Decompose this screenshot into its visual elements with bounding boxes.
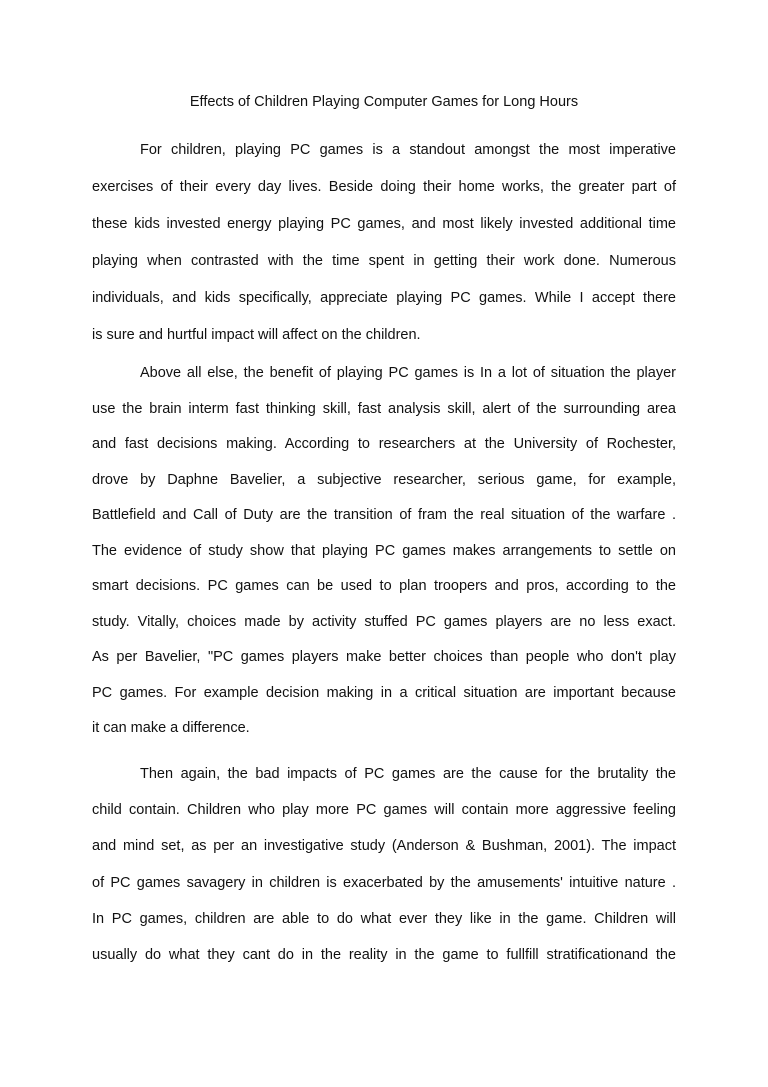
paragraph-2-line: use the brain interm fast thinking skill, fast analysis skill, alert of the surrounding area bbox=[92, 400, 676, 417]
paragraph-1-line: exercises of their every day lives. Beside doing their home works, the greater part of bbox=[92, 179, 676, 195]
paragraph-3-line: In PC games, children are able to do what ever they like in the game. Children will bbox=[92, 910, 676, 927]
paragraph-1-line: these kids invested energy playing PC games, and most likely invested additional time bbox=[92, 216, 676, 232]
paragraph-2-line: The evidence of study show that playing PC games makes arrangements to settle on bbox=[92, 542, 676, 559]
paragraph-3-line: usually do what they cant do in the reality in the game to fullfill stratificationand the bbox=[92, 947, 676, 963]
paragraph-2-line: drove by Daphne Bavelier, a subjective researcher, serious game, for example, bbox=[92, 471, 676, 488]
paragraph-3-line: of PC games savagery in children is exacerbated by the amusements' intuitive nature . bbox=[92, 874, 676, 891]
paragraph-2-line: smart decisions. PC games can be used to plan troopers and pros, according to the bbox=[92, 578, 676, 594]
paragraph-2-line: PC games. For example decision making in a critical situation are important because bbox=[92, 684, 676, 701]
paragraph-2-line: it can make a difference. bbox=[92, 720, 250, 736]
paragraph-1-line: For children, playing PC games is a standout amongst the most imperative bbox=[140, 142, 676, 158]
paragraph-2-line: Above all else, the benefit of playing PC games is In a lot of situation the player bbox=[140, 365, 676, 381]
paragraph-1-line: individuals, and kids specifically, appreciate playing PC games. While I accept there bbox=[92, 290, 676, 306]
paragraph-3-line: Then again, the bad impacts of PC games are the cause for the brutality the bbox=[140, 766, 676, 782]
paragraph-2-line: and fast decisions making. According to researchers at the University of Rochester, bbox=[92, 436, 676, 452]
paragraph-2-line: Battlefield and Call of Duty are the transition of fram the real situation of the warfare . bbox=[92, 507, 676, 523]
paragraph-1-line: is sure and hurtful impact will affect on the children. bbox=[92, 327, 421, 343]
document-title: Effects of Children Playing Computer Games for Long Hours bbox=[189, 94, 579, 110]
paragraph-1-line: playing when contrasted with the time spent in getting their work done. Numerous bbox=[92, 253, 676, 269]
paragraph-3-line: and mind set, as per an investigative study (Anderson & Bushman, 2001). The impact bbox=[92, 838, 676, 855]
paragraph-2-line: As per Bavelier, "PC games players make better choices than people who don't play bbox=[92, 649, 676, 665]
paragraph-3-line: child contain. Children who play more PC games will contain more aggressive feeling bbox=[92, 802, 676, 819]
paragraph-2-line: study. Vitally, choices made by activity stuffed PC games players are no less exact. bbox=[92, 613, 676, 630]
